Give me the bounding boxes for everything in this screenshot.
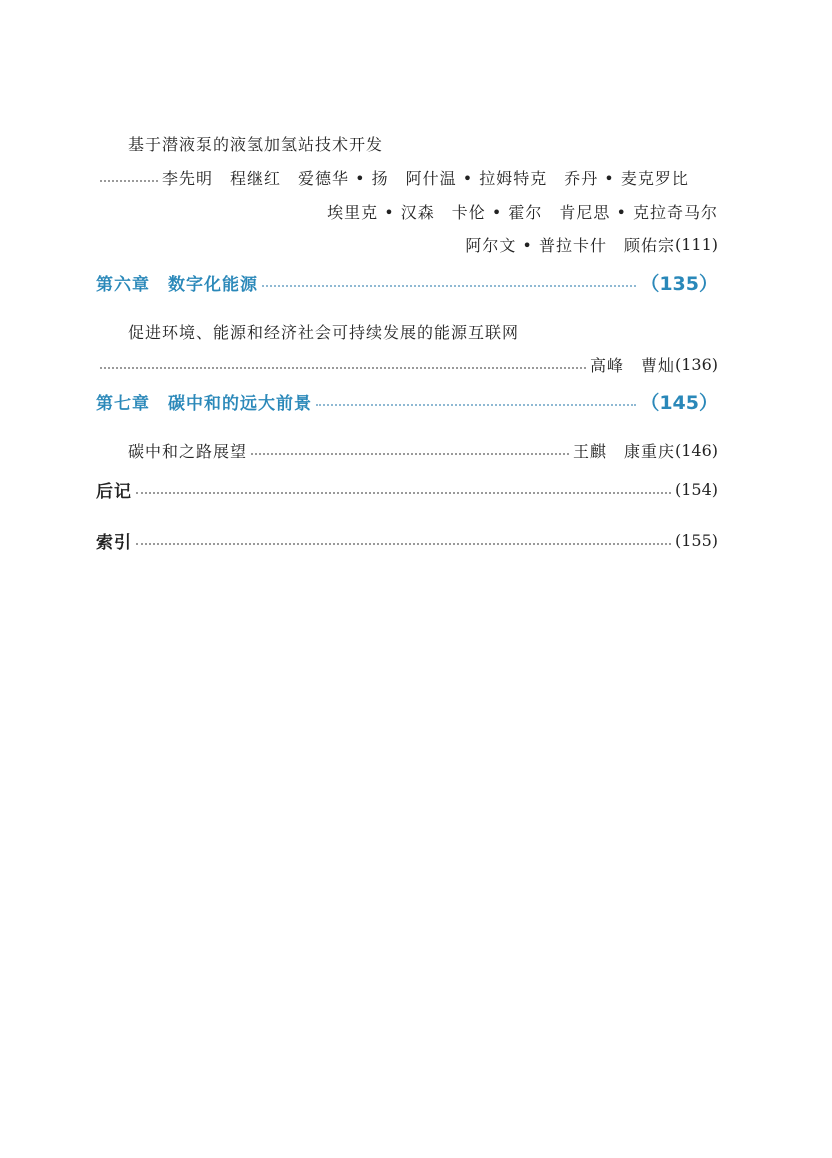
article-2-page: (136) xyxy=(674,354,718,374)
article-3-title: 碳中和之路展望 xyxy=(128,441,248,461)
index-title: 索引 xyxy=(96,532,132,553)
chapter-6-label: 第六章 xyxy=(96,274,150,295)
dot-leader xyxy=(251,453,569,455)
article-3-authors: 王麒 康重庆 xyxy=(572,441,675,461)
chapter-7-page: （145） xyxy=(640,391,718,414)
afterword-title: 后记 xyxy=(96,481,132,502)
toc-entry-index xyxy=(96,525,718,555)
article-1-page: (111) xyxy=(674,234,718,254)
toc-entry-article-2 xyxy=(128,316,718,346)
dot-leader xyxy=(136,492,671,494)
toc-entry-article-1-authors xyxy=(100,162,718,192)
chapter-7-label: 第七章 xyxy=(96,393,150,414)
dot-leader xyxy=(100,180,158,182)
toc-chapter-7 xyxy=(96,386,718,416)
toc-entry-article-2-authors xyxy=(100,349,718,379)
dot-leader xyxy=(100,367,586,369)
article-2-title: 促进环境、能源和经济社会可持续发展的能源互联网 xyxy=(128,322,520,342)
dot-leader xyxy=(262,285,636,287)
article-1-authors-line-3: 阿尔文 • 普拉卡什 顾佑宗 xyxy=(465,235,675,255)
toc-entry-article-1-authors-3 xyxy=(96,229,718,259)
toc-chapter-6 xyxy=(96,267,718,297)
article-2-authors: 高峰 曹灿 xyxy=(589,355,675,375)
toc-entry-article-1 xyxy=(128,128,718,158)
toc-entry-article-3 xyxy=(128,435,718,465)
chapter-6-title: 数字化能源 xyxy=(168,274,258,295)
dot-leader xyxy=(136,543,671,545)
article-1-title: 基于潜液泵的液氢加氢站技术开发 xyxy=(128,134,384,154)
dot-leader xyxy=(316,404,636,406)
article-3-page: (146) xyxy=(674,440,718,460)
afterword-page: (154) xyxy=(674,479,718,499)
toc-entry-afterword xyxy=(96,474,718,504)
index-page: (155) xyxy=(674,530,718,550)
chapter-7-title: 碳中和的远大前景 xyxy=(168,393,312,414)
article-1-authors-line-2: 埃里克 • 汉森 卡伦 • 霍尔 肯尼思 • 克拉奇马尔 xyxy=(327,202,718,222)
toc-entry-article-1-authors-2 xyxy=(96,196,718,226)
chapter-6-page: （135） xyxy=(640,272,718,295)
article-1-authors-line-1: 李先明 程继红 爱德华 • 扬 阿什温 • 拉姆特克 乔丹 • 麦克罗比 xyxy=(162,168,689,188)
